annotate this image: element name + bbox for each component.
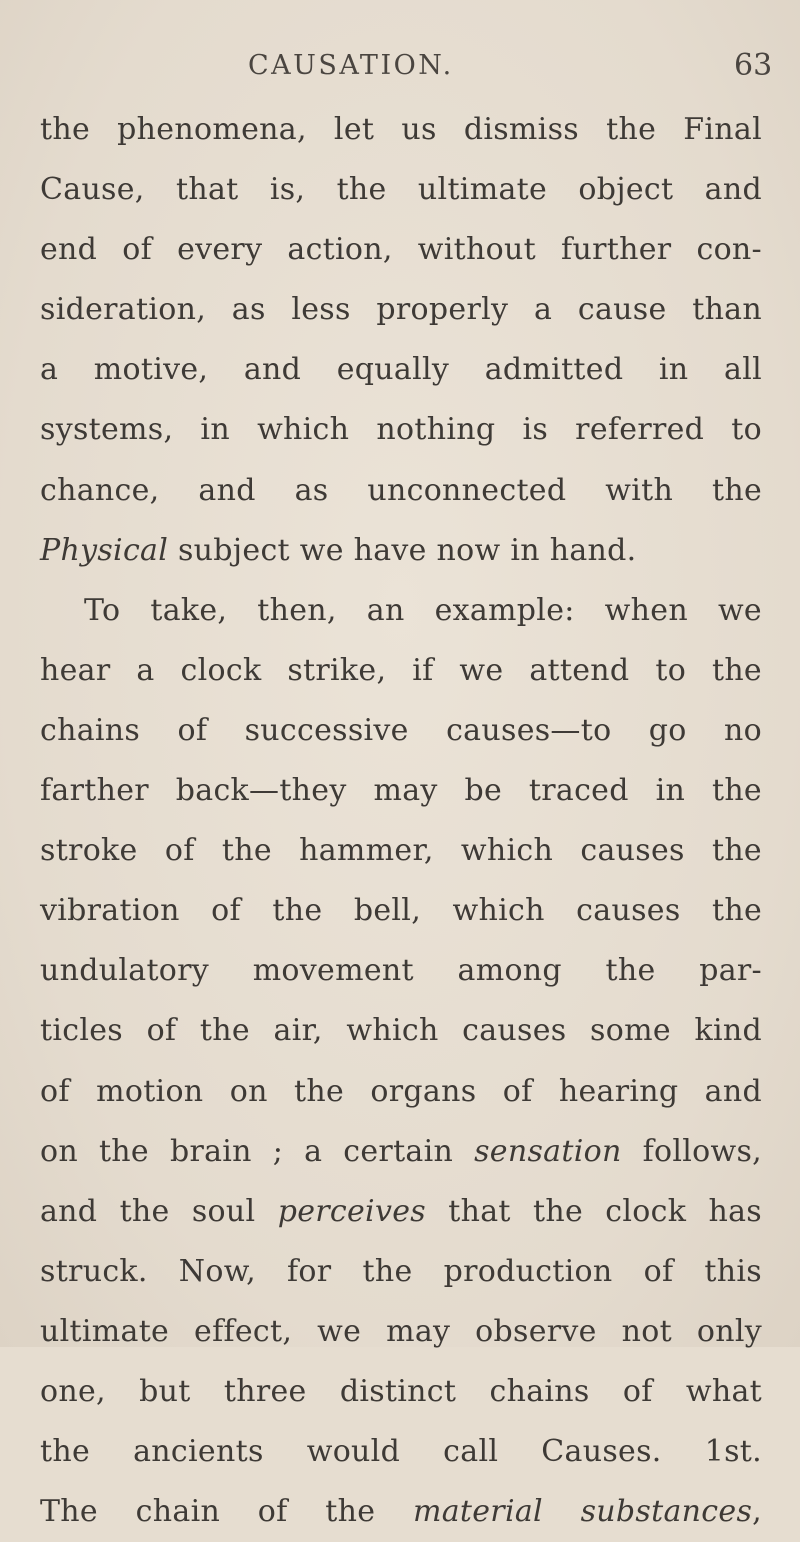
text-line: the ancients would call Causes. 1st. [40, 1434, 762, 1470]
italic-word: material substances [412, 1494, 753, 1530]
text-line: undulatory movement among the par- [40, 953, 762, 989]
line-segment: subject we have now in hand. [168, 532, 637, 568]
text-line [40, 1482, 762, 1542]
line-segment: and the soul [40, 1193, 278, 1229]
text-line: hear a clock strike, if we attend to the [40, 652, 762, 688]
text-line: vibration of the bell, which causes the [40, 893, 762, 929]
italic-word: perceives [277, 1193, 426, 1229]
paragraph-first-line: To take, then, an example: when we [84, 592, 762, 628]
running-head [0, 48, 800, 88]
text-line [40, 521, 762, 581]
line-segment: , [752, 1494, 762, 1530]
text-line: farther back—they may be traced in the [40, 773, 762, 809]
line-segment: The chain of the [40, 1494, 413, 1530]
text-line: chains of successive causes—to go no [40, 712, 762, 748]
line-segment: that the clock has [425, 1193, 762, 1229]
text-line: chance, and as unconnected with the [40, 472, 762, 508]
text-line: the phenomena, let us dismiss the Final [40, 112, 762, 147]
line-segment: follows, [621, 1133, 763, 1169]
text-line: stroke of the hammer, which causes the [40, 833, 762, 869]
text-line: ultimate effect, we may observe not only [40, 1313, 762, 1349]
text-line: one, but three distinct chains of what [40, 1373, 762, 1409]
text-line: of motion on the organs of hearing and [40, 1073, 762, 1109]
italic-word: sensation [474, 1133, 622, 1169]
text-line: sideration, as less properly a cause than [40, 292, 762, 328]
text-line: struck. Now, for the production of this [40, 1253, 762, 1289]
page-number: 63 [734, 48, 773, 83]
text-line: a motive, and equally admitted in all [40, 352, 762, 388]
text-line: end of every action, without further con- [40, 232, 762, 268]
line-segment: on the brain ; a certain [40, 1133, 475, 1169]
italic-word: Physical [40, 532, 169, 568]
body-text [40, 100, 762, 1542]
text-line: systems, in which nothing is referred to [40, 412, 762, 448]
text-line: ticles of the air, which causes some kind [40, 1013, 762, 1049]
running-title: CAUSATION. [248, 50, 454, 81]
text-line [40, 1182, 762, 1242]
text-line: Cause, that is, the ultimate object and [40, 172, 762, 208]
text-line [40, 1122, 762, 1182]
